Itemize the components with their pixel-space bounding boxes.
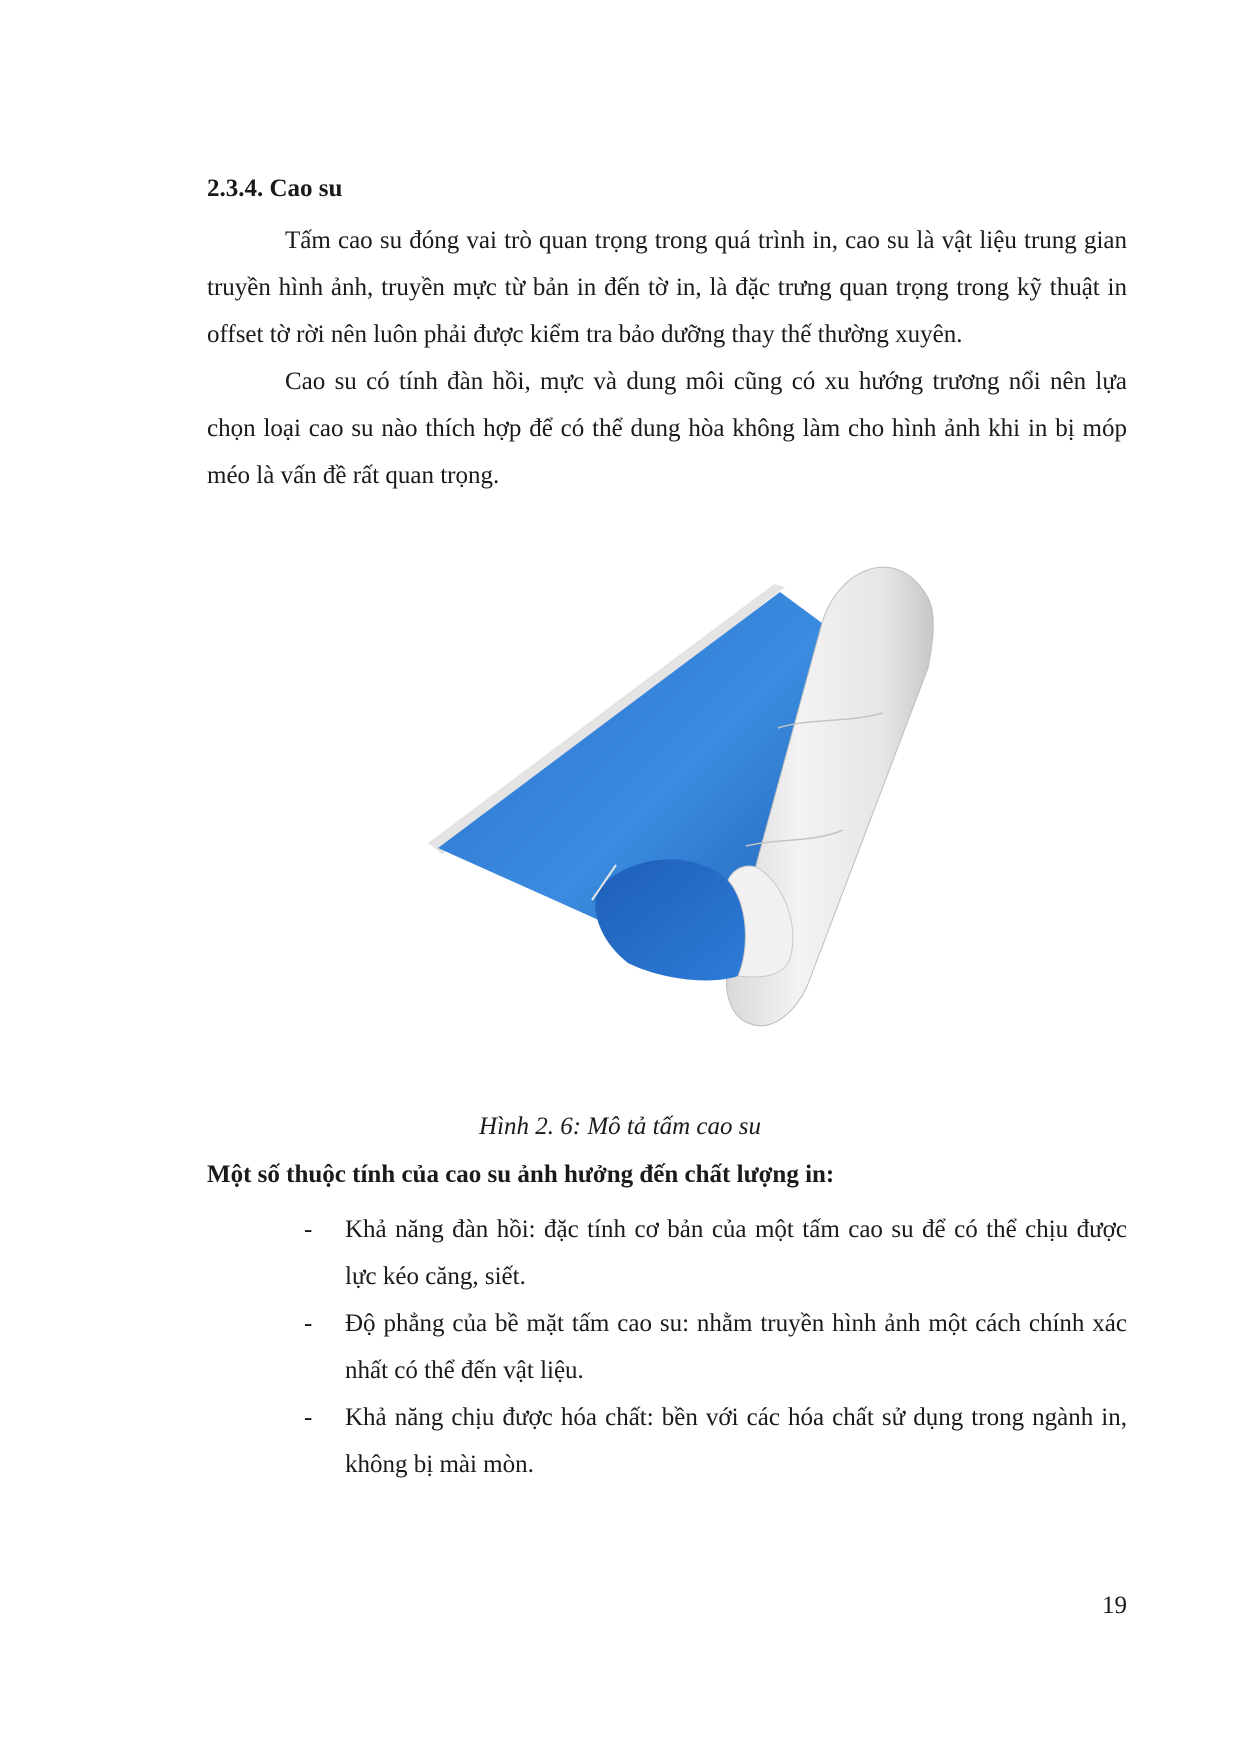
- section-heading: 2.3.4. Cao su: [207, 175, 343, 202]
- page-number: 19: [1102, 1592, 1127, 1619]
- list-item: [0, 1206, 1127, 1300]
- rubber-blanket-illustration: [428, 508, 1014, 1084]
- list-item: [0, 1300, 1127, 1394]
- list-item-text: Độ phẳng của bề mặt tấm cao su: nhằm truyền hình ảnh một cách chính xác nhất có thể đến vật liệu.: [345, 1310, 1127, 1384]
- list-bullet: -: [304, 1310, 313, 1337]
- properties-heading: Một số thuộc tính của cao su ảnh hưởng đến chất lượng in:: [207, 1161, 835, 1188]
- list-item-text: Khả năng đàn hồi: đặc tính cơ bản của một tấm cao su để có thể chịu được lực kéo căng, siết.: [345, 1216, 1127, 1290]
- inner-curl: [595, 859, 745, 980]
- properties-list: [0, 1206, 1240, 1488]
- paragraph-2: Cao su có tính đàn hồi, mực và dung môi cũng có xu hướng trương nổi nên lựa chọn loại cao su nào thích hợp để có thể dung hòa không làm cho hình ảnh khi in bị móp méo là vấn đề rất quan trọng.: [207, 368, 1127, 489]
- figure-caption: Hình 2. 6: Mô tả tấm cao su: [479, 1113, 761, 1140]
- list-bullet: -: [304, 1404, 313, 1431]
- list-item: [0, 1394, 1127, 1488]
- rubber-blanket-image: [428, 508, 1014, 1084]
- paragraph-1: Tấm cao su đóng vai trò quan trọng trong quá trình in, cao su là vật liệu trung gian truyền hình ảnh, truyền mực từ bản in đến tờ in, là đặc trưng quan trọng trong kỹ thuật in offset tờ rời nên luôn phải được kiểm tra bảo dưỡng thay thế thường xuyên.: [207, 227, 1127, 348]
- list-bullet: -: [304, 1216, 313, 1243]
- list-item-text: Khả năng chịu được hóa chất: bền với các hóa chất sử dụng trong ngành in, không bị mài mòn.: [345, 1404, 1127, 1478]
